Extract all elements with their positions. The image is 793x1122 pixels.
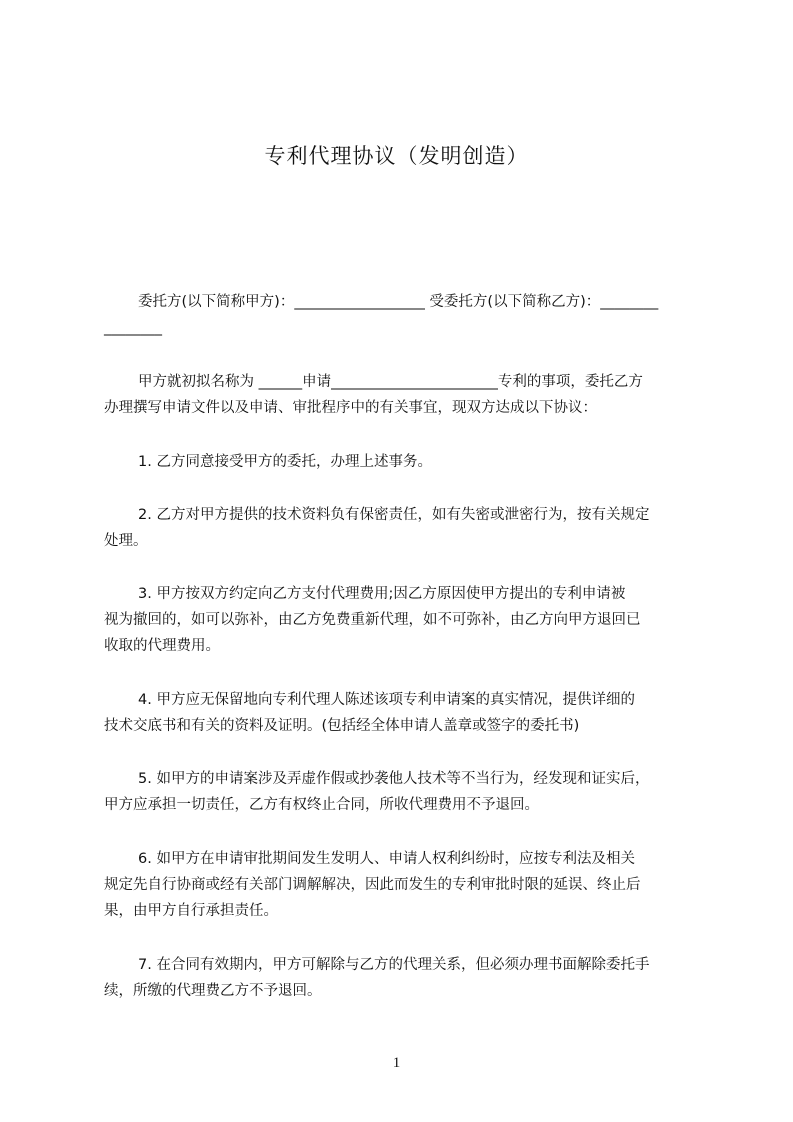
clause-line: 收取的代理费用。 — [104, 638, 220, 654]
clause-line: 1. 乙方同意接受甲方的委托，办理上述事务。 — [138, 454, 432, 470]
clause-4 — [104, 687, 710, 739]
clause-2 — [104, 502, 710, 554]
clause-5 — [104, 766, 710, 818]
clause-line: 6. 如甲方在申请审批期间发生发明人、申请人权利纠纷时，应按专利法及相关 — [138, 851, 635, 867]
clause-line: 果，由甲方自行承担责任。 — [104, 903, 278, 919]
intro-line: 办理撰写申请文件以及申请、审批程序中的有关事宜，现双方达成以下协议： — [104, 400, 597, 416]
intro-line: 甲方就初拟名称为 ______申请_______________________专利的事项，委托乙方 — [138, 374, 643, 390]
page-number: 1 — [392, 1055, 401, 1071]
clause-line: 4. 甲方应无保留地向专利代理人陈述该项专利申请案的真实情况，提供详细的 — [138, 692, 635, 708]
clause-line: 甲方应承担一切责任，乙方有权终止合同，所收代理费用不予退回。 — [104, 797, 539, 813]
clause-7 — [104, 952, 710, 1004]
clause-line: 3. 甲方按双方约定向乙方支付代理费用;因乙方原因使甲方提出的专利申请被 — [138, 586, 626, 602]
clause-line: 5. 如甲方的申请案涉及弄虚作假或抄袭他人技术等不当行为，经发现和证实后， — [138, 771, 650, 787]
document-title: 专利代理协议（发明创造） — [264, 144, 529, 168]
clause-line: 技术交底书和有关的资料及证明。(包括经全体申请人盖章或签字的委托书) — [104, 718, 580, 734]
parties-paragraph — [104, 289, 710, 341]
clause-3 — [104, 581, 710, 659]
clause-1 — [104, 449, 710, 475]
clause-line: 处理。 — [104, 533, 148, 549]
clause-line: 规定先自行协商或经有关部门调解解决，因此而发生的专利审批时限的延误、终止后 — [104, 877, 641, 893]
clause-line: 2. 乙方对甲方提供的技术资料负有保密责任，如有失密或泄密行为，按有关规定 — [138, 507, 650, 523]
parties-line: ________ — [104, 320, 162, 336]
clause-line: 7. 在合同有效期内，甲方可解除与乙方的代理关系，但必须办理书面解除委托手 — [138, 957, 650, 973]
clause-line: 视为撤回的，如可以弥补，由乙方免费重新代理，如不可弥补，由乙方向甲方退回已 — [104, 612, 641, 628]
parties-line: 委托方(以下简称甲方)：__________________ 受委托方(以下简称乙方)：________ — [138, 294, 659, 310]
clause-6 — [104, 846, 710, 924]
intro-paragraph — [104, 369, 710, 421]
clause-line: 续，所缴的代理费乙方不予退回。 — [104, 983, 322, 999]
